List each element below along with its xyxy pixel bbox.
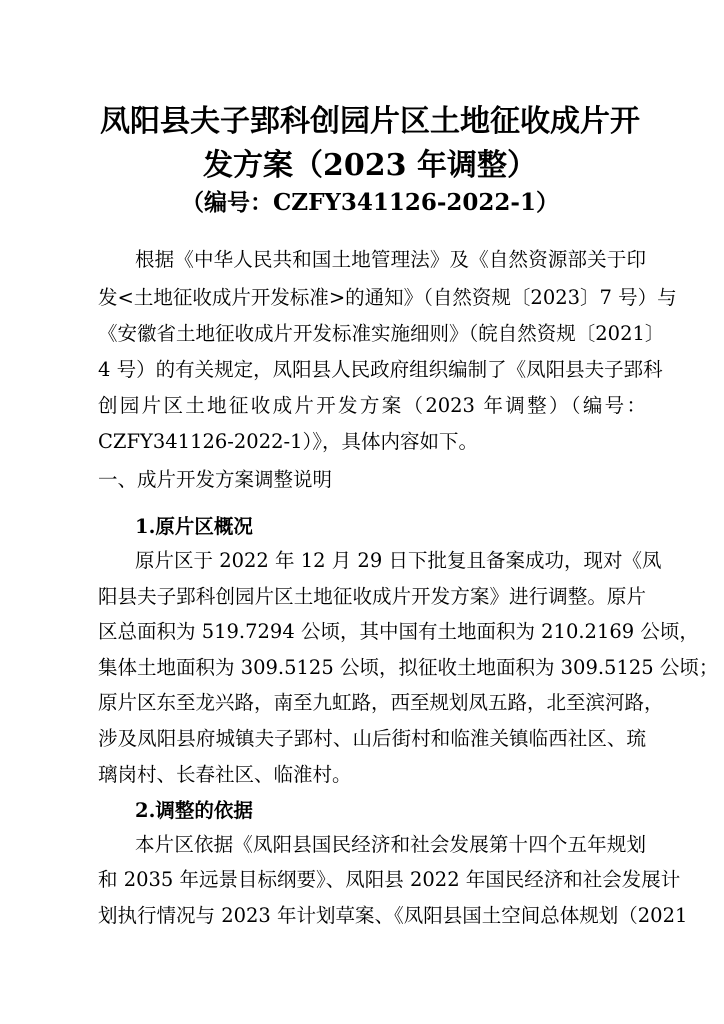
- intro-line: 创园片区土地征收成片开发方案（2023 年调整）（编号：: [98, 394, 646, 417]
- paragraph-line: 涉及凤阳县府城镇夫子郢村、山后街村和临淮关镇临西社区、琉: [98, 727, 646, 750]
- intro-line: CZFY341126-2022-1）》，具体内容如下。: [98, 430, 479, 453]
- paragraph-line: 本片区依据《凤阳县国民经济和社会发展第十四个五年规划: [135, 833, 646, 856]
- paragraph-line: 原片区东至龙兴路，南至九虹路，西至规划凤五路，北至滨河路，: [98, 691, 664, 714]
- paragraph-line: 集体土地面积为 309.5125 公顷，拟征收土地面积为 309.5125 公顷；: [98, 656, 719, 679]
- document-title-line-1: 凤阳县夫子郢科创园片区土地征收成片开: [100, 104, 640, 139]
- document-title-line-2: 发方案（2023 年调整）: [203, 148, 537, 183]
- intro-line: 发<土地征收成片开发标准>的通知》（自然资规〔2023〕7 号）与: [98, 286, 677, 309]
- paragraph-line: 原片区于 2022 年 12 月 29 日下批复且备案成功，现对《凤: [135, 549, 662, 572]
- intro-line: 根据《中华人民共和国土地管理法》及《自然资源部关于印: [135, 248, 646, 271]
- subsection-heading: 1.原片区概况: [135, 515, 253, 538]
- paragraph-line: 区总面积为 519.7294 公顷，其中国有土地面积为 210.2169 公顷，: [98, 620, 699, 643]
- paragraph-line: 和 2035 年远景目标纲要》、凤阳县 2022 年国民经济和社会发展计: [98, 868, 681, 891]
- paragraph-line: 划执行情况与 2023 年计划草案、《凤阳县国土空间总体规划（2021: [98, 904, 688, 927]
- subsection-heading: 2.调整的依据: [135, 799, 253, 822]
- section-heading: 一、成片开发方案调整说明: [98, 468, 333, 491]
- paragraph-line: 阳县夫子郢科创园片区土地征收成片开发方案》进行调整。原片: [98, 585, 646, 608]
- paragraph-line: 璃岗村、长春社区、临淮村。: [98, 763, 352, 786]
- document-number: （编号：CZFY341126-2022-1）: [181, 189, 559, 216]
- intro-line: 《安徽省土地征收成片开发标准实施细则》（皖自然资规〔2021〕: [98, 322, 665, 345]
- intro-line: 4 号）的有关规定，凤阳县人民政府组织编制了《凤阳县夫子郢科: [98, 358, 663, 381]
